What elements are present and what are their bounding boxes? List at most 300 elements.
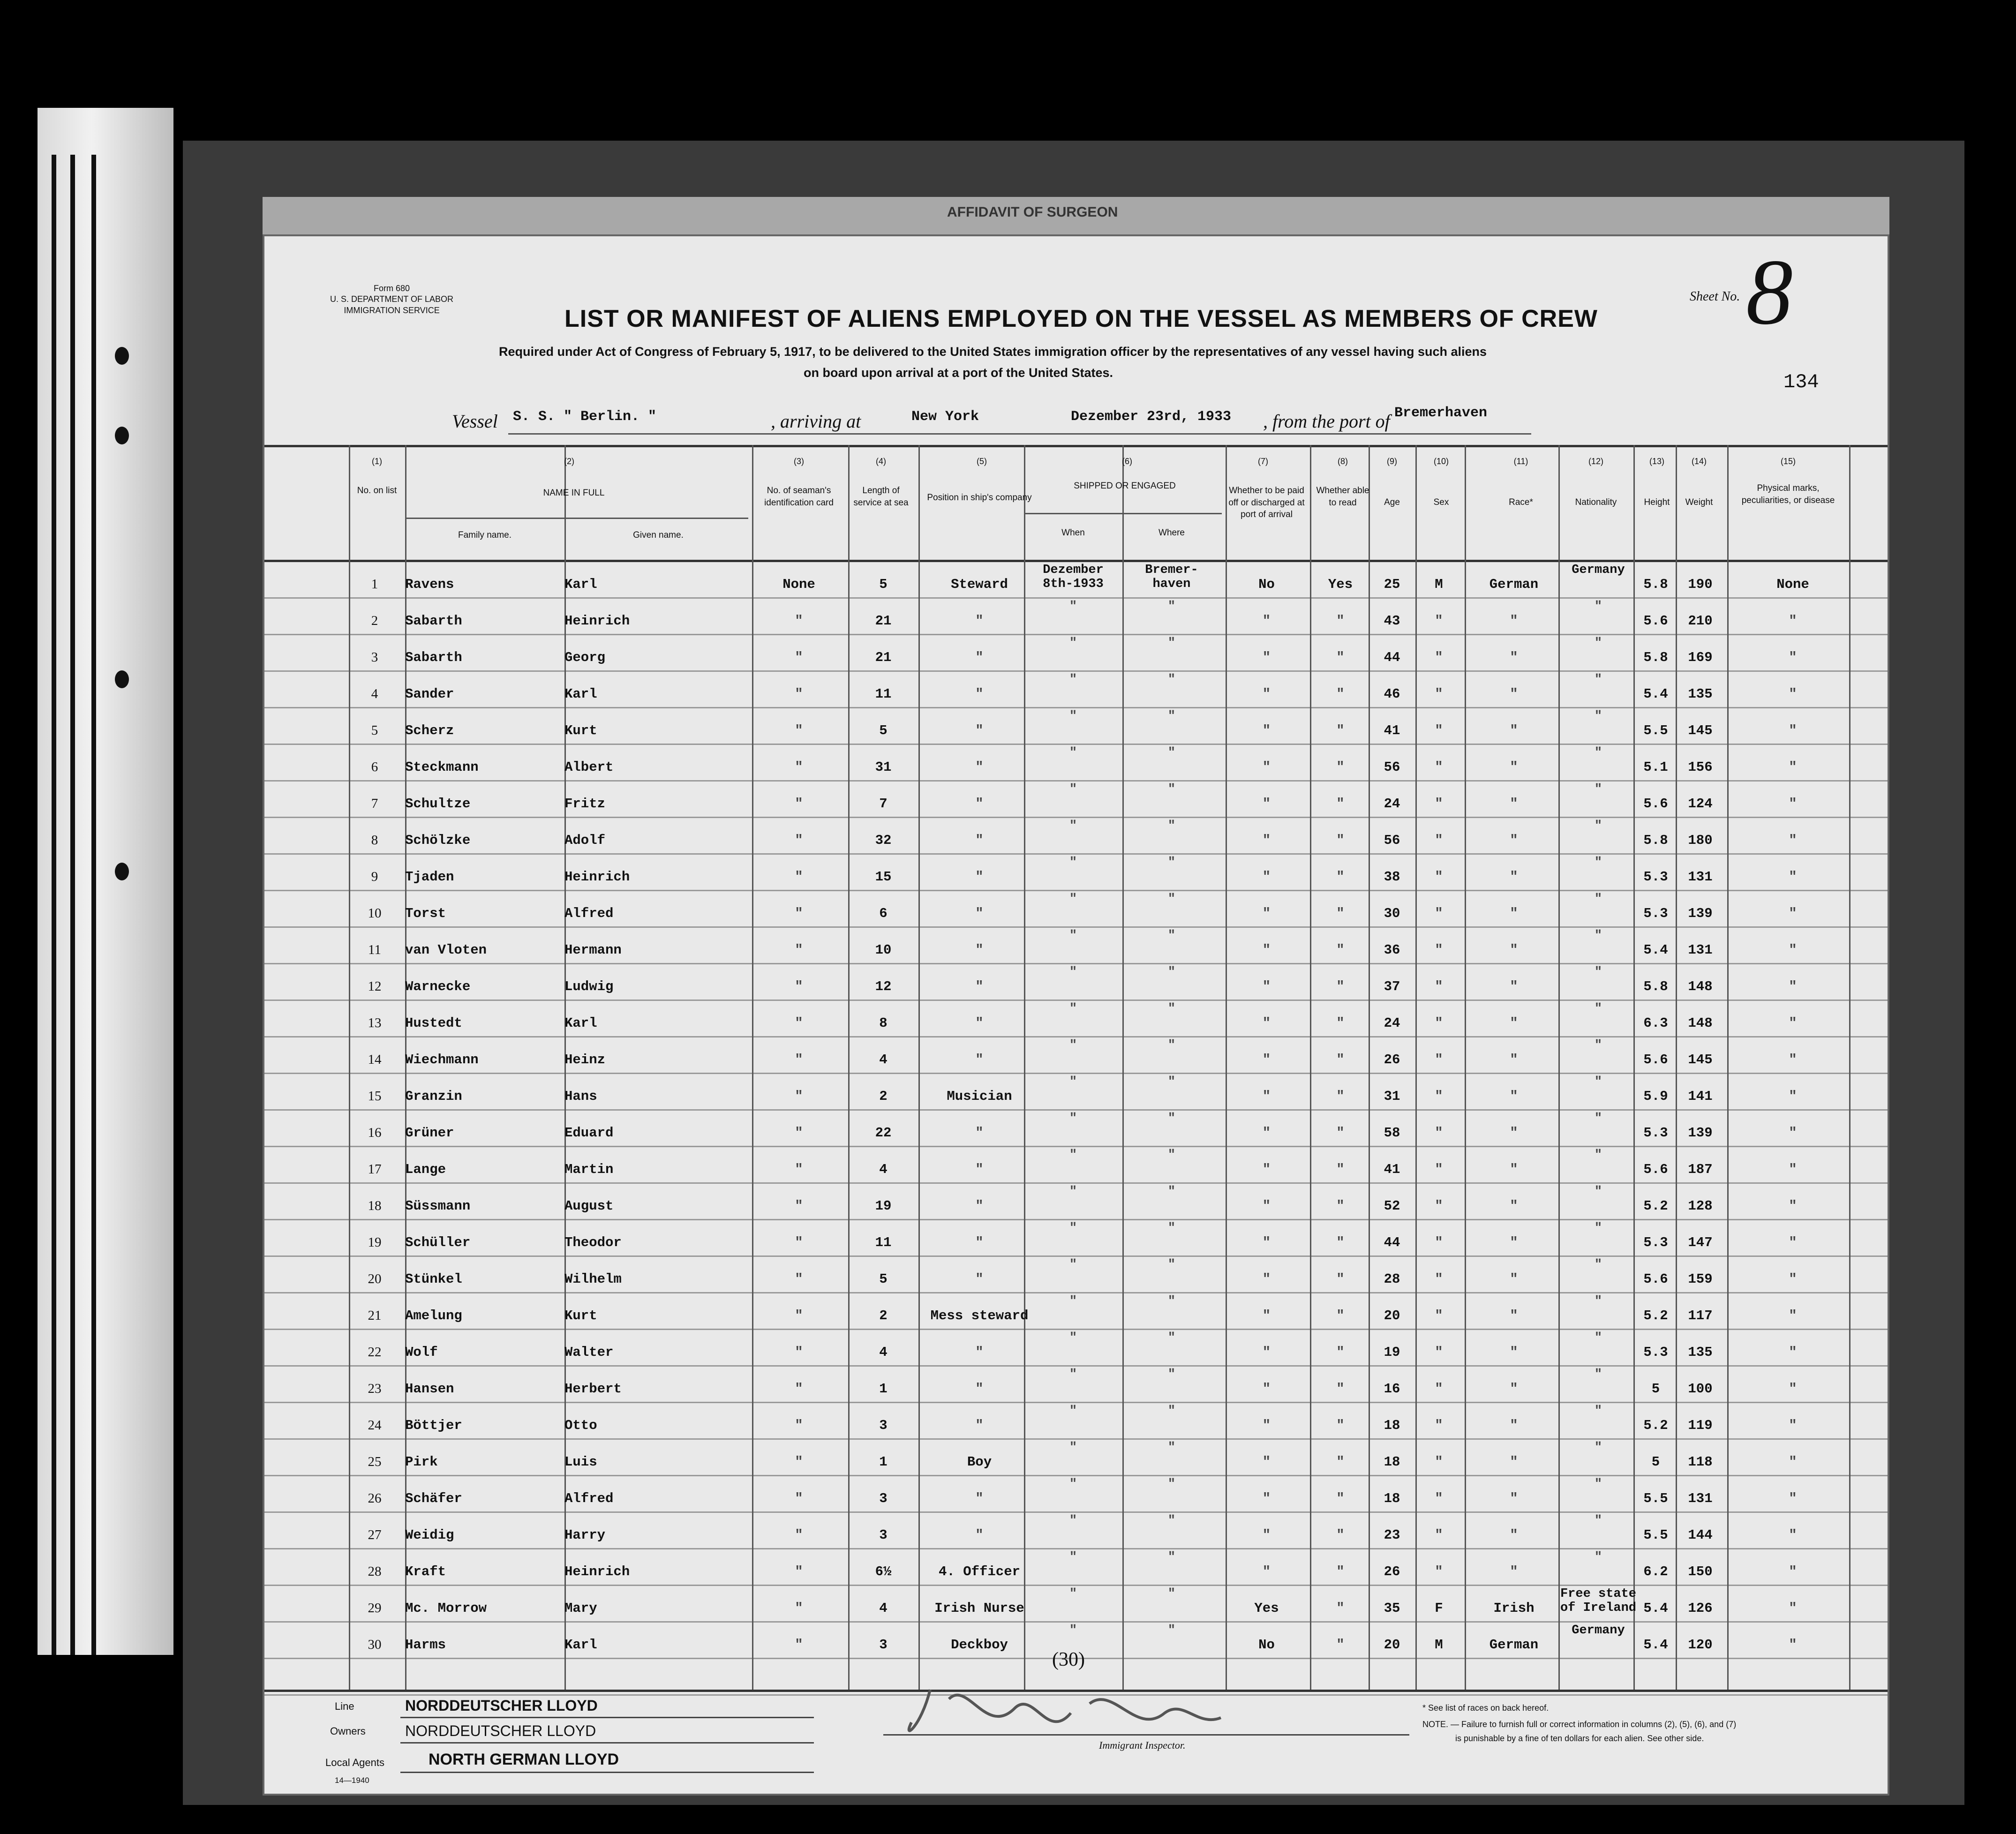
family-name: Torst: [405, 906, 446, 921]
physical-marks: ": [1789, 1637, 1797, 1653]
race: ": [1510, 1308, 1518, 1323]
given-name: Heinz: [564, 1052, 606, 1067]
nationality: ": [1594, 1258, 1602, 1272]
given-name: Luis: [564, 1454, 597, 1470]
height: 5.8: [1643, 979, 1668, 994]
shipped-when: ": [1069, 1148, 1077, 1162]
position: ": [975, 1198, 984, 1214]
physical-marks: ": [1789, 1015, 1797, 1031]
nationality: ": [1594, 1112, 1602, 1126]
paid-off: ": [1262, 1381, 1271, 1397]
family-name: Harms: [405, 1637, 446, 1653]
row-line: [264, 1255, 1888, 1257]
race: ": [1510, 1345, 1518, 1360]
paid-off: ": [1262, 796, 1271, 812]
race: ": [1510, 1271, 1518, 1287]
nationality: ": [1594, 1221, 1602, 1235]
height: 6.2: [1643, 1564, 1668, 1579]
able-to-read: ": [1336, 650, 1345, 665]
from-port-label: , from the port of: [1263, 411, 1390, 432]
weight: 135: [1688, 1345, 1713, 1360]
id-card: ": [795, 1162, 803, 1177]
row-line: [264, 1402, 1888, 1403]
id-card: ": [795, 1564, 803, 1579]
service-years: 3: [879, 1527, 888, 1543]
race: ": [1510, 650, 1518, 665]
col-7-header: Whether to be paid off or discharged at port of arrival: [1228, 486, 1305, 520]
paid-off: ": [1262, 1527, 1271, 1543]
height: 5.3: [1643, 869, 1668, 885]
family-name: Sander: [405, 686, 454, 702]
physical-marks: ": [1789, 942, 1797, 958]
owners-label: Owners: [330, 1725, 366, 1737]
nationality: ": [1594, 673, 1602, 687]
able-to-read: ": [1336, 1308, 1345, 1323]
row-number: 15: [368, 1089, 382, 1104]
row-number: 2: [371, 613, 378, 628]
position: ": [975, 979, 984, 994]
family-name: Süssmann: [405, 1198, 471, 1214]
weight: 150: [1688, 1564, 1713, 1579]
family-name: Mc. Morrow: [405, 1601, 487, 1616]
position: 4. Officer: [938, 1564, 1021, 1579]
row-number: 11: [368, 942, 381, 957]
service-years: 22: [875, 1125, 892, 1141]
position: ": [975, 1235, 984, 1250]
position: ": [975, 686, 984, 702]
physical-marks: ": [1789, 1454, 1797, 1470]
service-years: 7: [879, 796, 888, 812]
row-line: [264, 1073, 1888, 1074]
race: ": [1510, 1454, 1518, 1470]
subheader-line: [1024, 513, 1222, 514]
position: ": [975, 1418, 984, 1433]
height: 5.2: [1643, 1308, 1668, 1323]
row-number: 13: [368, 1015, 382, 1030]
shipped-when: ": [1069, 709, 1077, 723]
age: 20: [1384, 1308, 1400, 1323]
col-3-header: No. of seaman's identification card: [764, 486, 834, 508]
service-years: 3: [879, 1418, 888, 1433]
physical-marks: ": [1789, 1198, 1797, 1214]
paid-off: No: [1258, 577, 1275, 592]
service-years: 4: [879, 1162, 888, 1177]
row-line: [264, 1621, 1888, 1623]
shipped-where: ": [1167, 1624, 1176, 1638]
age: 18: [1384, 1418, 1400, 1433]
position: ": [975, 1381, 984, 1397]
shipped-when: ": [1069, 1477, 1077, 1491]
paid-off: ": [1262, 1491, 1271, 1506]
paid-off: ": [1262, 759, 1271, 775]
position: Deckboy: [951, 1637, 1008, 1653]
given-name: Heinrich: [564, 869, 630, 885]
owners-value: NORDDEUTSCHER LLOYD: [405, 1722, 596, 1739]
given-name: Otto: [564, 1418, 597, 1433]
family-name: Amelung: [405, 1308, 462, 1323]
col-14-number: (14): [1691, 457, 1707, 466]
height: 5.1: [1643, 759, 1668, 775]
service-years: 3: [879, 1491, 888, 1506]
row-line: [264, 670, 1888, 672]
nationality: ": [1594, 1002, 1602, 1016]
service-years: 12: [875, 979, 892, 994]
position: Mess steward: [930, 1308, 1029, 1323]
vessel-label: Vessel: [452, 411, 498, 432]
row-line: [264, 890, 1888, 891]
col-8-number: (8): [1338, 457, 1348, 466]
shipped-when: ": [1069, 1002, 1077, 1016]
nationality: ": [1594, 1441, 1602, 1455]
service-years: 4: [879, 1052, 888, 1067]
position: Musician: [947, 1089, 1012, 1104]
row-number: 20: [368, 1271, 382, 1286]
age: 37: [1384, 979, 1400, 994]
col-2-header: NAME IN FULL: [543, 488, 605, 498]
race: ": [1510, 1052, 1518, 1067]
height: 5.8: [1643, 577, 1668, 592]
height: 5.3: [1643, 1125, 1668, 1141]
sex: ": [1435, 869, 1443, 885]
age: 24: [1384, 1015, 1400, 1031]
row-number: 14: [368, 1052, 382, 1067]
form-dept: U. S. DEPARTMENT OF LABOR: [330, 294, 454, 304]
row-line: [264, 1000, 1888, 1001]
sex: ": [1435, 1271, 1443, 1287]
weight: 147: [1688, 1235, 1713, 1250]
physical-marks: ": [1789, 1491, 1797, 1506]
age: 36: [1384, 942, 1400, 958]
paid-off: ": [1262, 1271, 1271, 1287]
given-name: Heinrich: [564, 613, 630, 629]
col-1-number: (1): [372, 457, 382, 466]
nationality: ": [1594, 1368, 1602, 1382]
family-name: Warnecke: [405, 979, 471, 994]
shipped-where: ": [1167, 1221, 1176, 1235]
shipped-where: ": [1167, 673, 1176, 687]
family-name: Tjaden: [405, 869, 454, 885]
height: 5.6: [1643, 1271, 1668, 1287]
physical-marks: ": [1789, 1052, 1797, 1067]
row-line: [264, 597, 1888, 599]
id-card: ": [795, 1345, 803, 1360]
nationality: ": [1594, 1550, 1602, 1564]
shipped-where: ": [1167, 600, 1176, 614]
position: ": [975, 1162, 984, 1177]
able-to-read: ": [1336, 1637, 1345, 1653]
physical-marks: ": [1789, 1271, 1797, 1287]
shipped-where: ": [1167, 1112, 1176, 1126]
row-number: 18: [368, 1198, 382, 1213]
id-card: ": [795, 942, 803, 958]
row-line: [264, 1219, 1888, 1220]
position: Steward: [951, 577, 1008, 592]
race: ": [1510, 942, 1518, 958]
weight: 100: [1688, 1381, 1713, 1397]
race: ": [1510, 1418, 1518, 1433]
row-line: [264, 926, 1888, 928]
paid-off: ": [1262, 1162, 1271, 1177]
position: ": [975, 1125, 984, 1141]
position: ": [975, 613, 984, 629]
service-years: 11: [875, 1235, 892, 1250]
age: 46: [1384, 686, 1400, 702]
paid-off: ": [1262, 869, 1271, 885]
service-years: 32: [875, 833, 892, 848]
family-name: Pirk: [405, 1454, 438, 1470]
id-card: ": [795, 1637, 803, 1653]
id-card: ": [795, 1418, 803, 1433]
sex: ": [1435, 686, 1443, 702]
weight: 126: [1688, 1601, 1713, 1616]
age: 52: [1384, 1198, 1400, 1214]
age: 31: [1384, 1089, 1400, 1104]
nationality: ": [1594, 1185, 1602, 1199]
able-to-read: ": [1336, 1527, 1345, 1543]
nationality: Free state of Ireland: [1560, 1587, 1637, 1615]
sex: ": [1435, 613, 1443, 629]
shipped-when: ": [1069, 746, 1077, 760]
paid-off: ": [1262, 1564, 1271, 1579]
nationality: ": [1594, 636, 1602, 650]
shipped-where: ": [1167, 1075, 1176, 1089]
shipped-where: ": [1167, 1038, 1176, 1052]
shipped-where: ": [1167, 1002, 1176, 1016]
given-name: Karl: [564, 1637, 597, 1653]
id-card: ": [795, 906, 803, 921]
row-line: [264, 817, 1888, 818]
position: Irish Nurse: [934, 1601, 1024, 1616]
row-number: 4: [371, 686, 378, 701]
position: ": [975, 650, 984, 665]
able-to-read: ": [1336, 1198, 1345, 1214]
nationality: ": [1594, 929, 1602, 943]
service-years: 5: [879, 1271, 888, 1287]
id-card: ": [795, 1125, 803, 1141]
nationality: ": [1594, 709, 1602, 723]
age: 30: [1384, 906, 1400, 921]
weight: 131: [1688, 942, 1713, 958]
vessel-underline: [508, 433, 1531, 435]
race: ": [1510, 833, 1518, 848]
able-to-read: ": [1336, 906, 1345, 921]
sex: ": [1435, 1564, 1443, 1579]
col-2-given-header: Given name.: [633, 530, 684, 540]
family-name: Hustedt: [405, 1015, 462, 1031]
weight: 169: [1688, 650, 1713, 665]
position: ": [975, 833, 984, 848]
family-name: Steckmann: [405, 759, 479, 775]
nationality: ": [1594, 856, 1602, 870]
age: 19: [1384, 1345, 1400, 1360]
paid-off: ": [1262, 1089, 1271, 1104]
row-number: 16: [368, 1125, 382, 1140]
shipped-where: ": [1167, 1148, 1176, 1162]
race: ": [1510, 613, 1518, 629]
row-number: 23: [368, 1381, 382, 1396]
sex: ": [1435, 942, 1443, 958]
able-to-read: Yes: [1328, 577, 1353, 592]
row-number: 8: [371, 833, 378, 848]
service-years: 5: [879, 577, 888, 592]
paid-off: ": [1262, 1052, 1271, 1067]
position: ": [975, 723, 984, 738]
row-line: [264, 1511, 1888, 1513]
weight: 117: [1688, 1308, 1713, 1323]
row-number: 22: [368, 1345, 382, 1360]
nationality: ": [1594, 819, 1602, 833]
age: 18: [1384, 1454, 1400, 1470]
id-card: ": [795, 650, 803, 665]
able-to-read: ": [1336, 1089, 1345, 1104]
form-number: Form 680: [374, 284, 410, 293]
physical-marks: ": [1789, 650, 1797, 665]
physical-marks: ": [1789, 906, 1797, 921]
punch-hole: [115, 427, 129, 444]
row-line: [264, 707, 1888, 708]
race: ": [1510, 1564, 1518, 1579]
height: 5.8: [1643, 650, 1668, 665]
owners-underline: [400, 1742, 814, 1744]
sheet-number: 8: [1746, 241, 1793, 344]
form-block: [330, 283, 453, 316]
nationality: ": [1594, 782, 1602, 797]
punch-hole: [115, 863, 129, 880]
shipped-where: ": [1167, 1550, 1176, 1564]
race: ": [1510, 1125, 1518, 1141]
paid-off: ": [1262, 942, 1271, 958]
sex: ": [1435, 1454, 1443, 1470]
paid-off: ": [1262, 906, 1271, 921]
subheader-line: [405, 518, 748, 519]
physical-marks: ": [1789, 723, 1797, 738]
stamp-text: AFFIDAVIT OF SURGEON: [947, 204, 1118, 220]
race: ": [1510, 906, 1518, 921]
shipped-when: ": [1069, 1441, 1077, 1455]
height: 5.4: [1643, 1601, 1668, 1616]
line-value: NORDDEUTSCHER LLOYD: [405, 1697, 598, 1714]
total-count: (30): [1052, 1649, 1085, 1670]
shipped-where: ": [1167, 1441, 1176, 1455]
sex: ": [1435, 759, 1443, 775]
col-13-number: (13): [1649, 457, 1664, 466]
given-name: Alfred: [564, 1491, 614, 1506]
column-line: [918, 445, 920, 1690]
position: ": [975, 759, 984, 775]
weight: 159: [1688, 1271, 1713, 1287]
height: 6.3: [1643, 1015, 1668, 1031]
id-card: ": [795, 1089, 803, 1104]
id-card: ": [795, 833, 803, 848]
family-name: Böttjer: [405, 1418, 462, 1433]
row-line: [264, 1292, 1888, 1293]
height: 5.4: [1643, 942, 1668, 958]
service-years: 31: [875, 759, 892, 775]
position: ": [975, 869, 984, 885]
id-card: ": [795, 686, 803, 702]
height: 5.8: [1643, 833, 1668, 848]
paid-off: ": [1262, 833, 1271, 848]
able-to-read: ": [1336, 1162, 1345, 1177]
row-line: [264, 1146, 1888, 1147]
height: 5.9: [1643, 1089, 1668, 1104]
column-line: [1310, 445, 1311, 1690]
col-4-header: Length of service at sea: [853, 486, 909, 508]
family-name: Stünkel: [405, 1271, 462, 1287]
given-name: Alfred: [564, 906, 614, 921]
binder-edge: [38, 108, 173, 1655]
age: 20: [1384, 1637, 1400, 1653]
given-name: August: [564, 1198, 614, 1214]
col-4-number: (4): [876, 457, 886, 466]
able-to-read: ": [1336, 833, 1345, 848]
shipped-when: ": [1069, 1038, 1077, 1052]
row-line: [264, 1109, 1888, 1111]
paid-off: ": [1262, 1015, 1271, 1031]
age: 26: [1384, 1564, 1400, 1579]
height: 5.6: [1643, 613, 1668, 629]
shipped-where: ": [1167, 929, 1176, 943]
shipped-where: ": [1167, 1294, 1176, 1308]
family-name: Schölzke: [405, 833, 471, 848]
shipped-where: Bremer- haven: [1145, 563, 1198, 591]
shipped-where: ": [1167, 1587, 1176, 1601]
sex: ": [1435, 1162, 1443, 1177]
paid-off: ": [1262, 1198, 1271, 1214]
given-name: Herbert: [564, 1381, 622, 1397]
row-line: [264, 1438, 1888, 1440]
service-years: 19: [875, 1198, 892, 1214]
position: ": [975, 1271, 984, 1287]
weight: 148: [1688, 1015, 1713, 1031]
position: ": [975, 942, 984, 958]
sex: ": [1435, 979, 1443, 994]
sex: ": [1435, 1345, 1443, 1360]
edge-line: [91, 155, 96, 1655]
col-8-header: Whether able to read: [1316, 486, 1369, 508]
height: 5.5: [1643, 1491, 1668, 1506]
weight: 187: [1688, 1162, 1713, 1177]
paid-off: ": [1262, 1345, 1271, 1360]
able-to-read: ": [1336, 796, 1345, 812]
given-name: Martin: [564, 1162, 614, 1177]
col-13-header: Height: [1644, 497, 1670, 507]
family-name: Granzin: [405, 1089, 462, 1104]
given-name: Albert: [564, 759, 614, 775]
age: 41: [1384, 723, 1400, 738]
given-name: Walter: [564, 1345, 614, 1360]
sex: ": [1435, 1381, 1443, 1397]
able-to-read: ": [1336, 723, 1345, 738]
given-name: Hans: [564, 1089, 597, 1104]
position: Boy: [967, 1454, 992, 1470]
age: 16: [1384, 1381, 1400, 1397]
shipped-where: ": [1167, 709, 1176, 723]
race: ": [1510, 1162, 1518, 1177]
col-6-number: (6): [1122, 457, 1132, 466]
col-6-header: SHIPPED OR ENGAGED: [1074, 481, 1176, 491]
inspector-label: Immigrant Inspector.: [1099, 1739, 1186, 1751]
height: 5.6: [1643, 1052, 1668, 1067]
paid-off: ": [1262, 1308, 1271, 1323]
race-note: * See list of races on back hereof.: [1422, 1703, 1549, 1713]
column-line: [1727, 445, 1729, 1690]
id-card: None: [782, 577, 815, 592]
physical-marks: ": [1789, 613, 1797, 629]
service-years: 1: [879, 1454, 888, 1470]
sex: ": [1435, 1052, 1443, 1067]
given-name: Wilhelm: [564, 1271, 622, 1287]
